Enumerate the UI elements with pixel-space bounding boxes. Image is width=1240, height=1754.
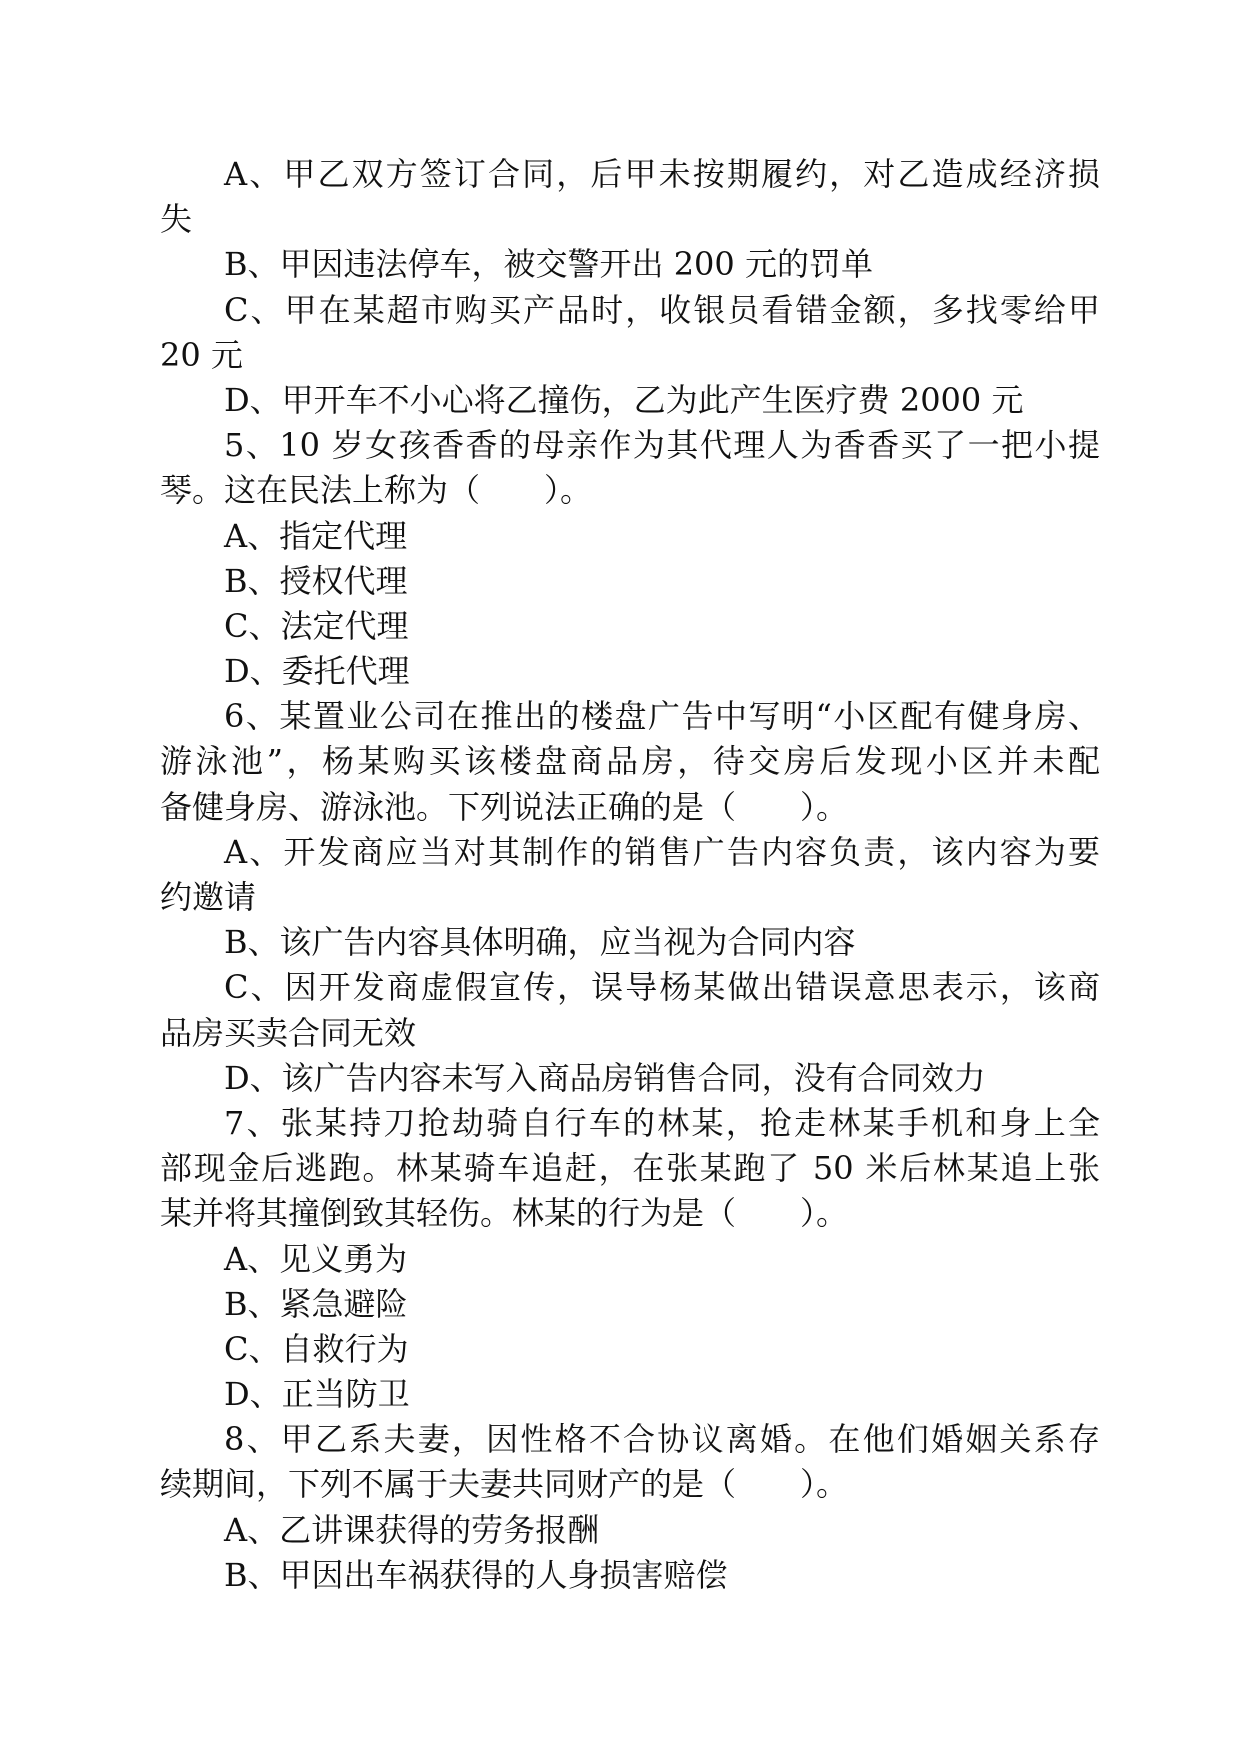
question-line: 备健身房、游泳池。下列说法正确的是（ ）。 <box>160 787 849 826</box>
option-line: B、甲因违法停车，被交警开出 200 元的罚单 <box>224 245 873 284</box>
text-line: 约邀请 <box>160 878 257 916</box>
option-line: D、委托代理 <box>224 652 410 691</box>
option-line: D、甲开车不小心将乙撞伤，乙为此产生医疗费 2000 元 <box>224 380 1024 419</box>
option-line: C、自救行为 <box>224 1329 409 1368</box>
option-line: B、紧急避险 <box>224 1284 408 1323</box>
question-line: 某并将其撞倒致其轻伤。林某的行为是（ ）。 <box>160 1194 849 1233</box>
option-line: D、正当防卫 <box>224 1375 410 1414</box>
question-line: 6、某置业公司在推出的楼盘广告中写明“小区配有健身房、 <box>224 697 1100 736</box>
text-line: 20 元 <box>160 335 243 374</box>
option-line: D、该广告内容未写入商品房销售合同，没有合同效力 <box>224 1058 986 1097</box>
question-line: 续期间，下列不属于夫妻共同财产的是（ ）。 <box>160 1465 849 1504</box>
question-line: 7、张某持刀抢劫骑自行车的林某，抢走林某手机和身上全 <box>224 1103 1100 1142</box>
question-line: 部现金后逃跑。林某骑车追赶，在张某跑了 50 米后林某追上张 <box>160 1149 1100 1188</box>
option-line: B、该广告内容具体明确，应当视为合同内容 <box>224 923 856 962</box>
option-line: C、因开发商虚假宣传，误导杨某做出错误意思表示，该商 <box>224 968 1100 1007</box>
option-line: A、指定代理 <box>224 516 408 555</box>
text-line: 失 <box>160 200 193 239</box>
text-line: 品房买卖合同无效 <box>160 1013 417 1052</box>
document-page <box>160 152 1100 1598</box>
option-line: A、开发商应当对其制作的销售广告内容负责，该内容为要 <box>224 832 1100 871</box>
option-line: C、甲在某超市购买产品时，收银员看错金额，多找零给甲 <box>224 290 1100 329</box>
option-line: B、甲因出车祸获得的人身损害赔偿 <box>224 1555 728 1594</box>
question-line: 5、10 岁女孩香香的母亲作为其代理人为香香买了一把小提 <box>224 426 1100 465</box>
question-line: 8、甲乙系夫妻，因性格不合协议离婚。在他们婚姻关系存 <box>224 1420 1100 1459</box>
option-line: A、见义勇为 <box>224 1239 408 1278</box>
option-line: C、法定代理 <box>224 606 409 645</box>
option-line: B、授权代理 <box>224 561 408 600</box>
option-line: A、甲乙双方签订合同，后甲未按期履约，对乙造成经济损 <box>224 155 1100 193</box>
option-line: A、乙讲课获得的劳务报酬 <box>224 1510 600 1549</box>
question-line: 游泳池”，杨某购买该楼盘商品房，待交房后发现小区并未配 <box>160 742 1100 781</box>
question-line: 琴。这在民法上称为（ ）。 <box>160 471 593 510</box>
